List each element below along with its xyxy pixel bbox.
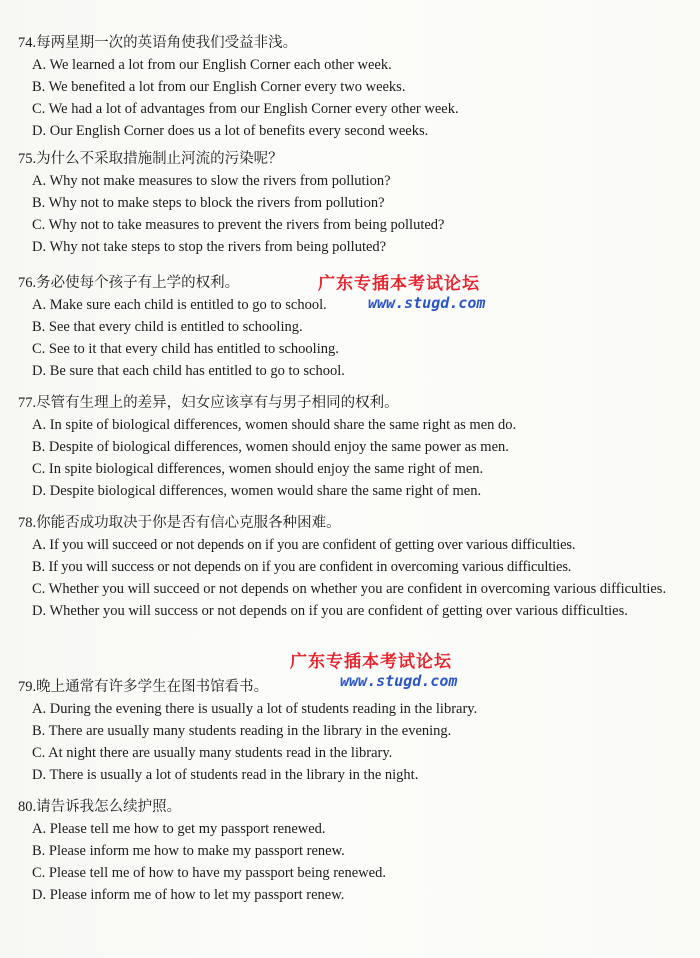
watermark-title: 广东专插本考试论坛 — [318, 274, 480, 294]
option-c: C. See to it that every child has entitled to schooling. — [32, 341, 339, 357]
option-d: D. Our English Corner does us a lot of benefits every second weeks. — [32, 123, 429, 139]
question-number: 76. — [18, 275, 37, 291]
option-b: B. We benefited a lot from our English Corner every two weeks. — [32, 79, 406, 95]
question-prompt: 你能否成功取决于你是否有信心克服各种困难。 — [36, 515, 341, 531]
option-b: B. If you will success or not depends on if you are confident in overcoming various difficulties. — [32, 559, 572, 575]
option-a: A. Why not make measures to slow the rivers from pollution? — [32, 173, 391, 189]
question-75 — [18, 148, 678, 258]
forum-watermark — [318, 274, 485, 312]
question-title — [18, 512, 678, 534]
question-title — [18, 796, 678, 818]
question-prompt: 尽管有生理上的差异，妇女应该享有与男子相同的权利。 — [36, 395, 399, 411]
option-b: B. Why not to make steps to block the rivers from pollution? — [32, 195, 385, 211]
option-d: D. Despite biological differences, women would share the same right of men. — [32, 483, 482, 499]
question-number: 78. — [18, 515, 37, 531]
question-number: 77. — [18, 395, 37, 411]
option-b: B. See that every child is entitled to schooling. — [32, 319, 303, 335]
question-77 — [18, 392, 678, 502]
option-d: D. Why not take steps to stop the rivers from being polluted? — [32, 239, 387, 255]
watermark-url: www.stugd.com — [340, 672, 458, 690]
question-number: 79. — [18, 679, 37, 695]
question-prompt: 每两星期一次的英语角使我们受益非浅。 — [36, 35, 298, 51]
question-prompt: 为什么不采取措施制止河流的污染呢？ — [36, 151, 283, 167]
option-c: C. Whether you will succeed or not depends on whether you are confident in overcoming various difficulties. — [32, 581, 667, 597]
option-d: D. Please inform me of how to let my passport renew. — [32, 887, 345, 903]
option-b: B. Please inform me how to make my passport renew. — [32, 843, 345, 859]
option-c: C. At night there are usually many students read in the library. — [32, 745, 393, 761]
question-number: 75. — [18, 151, 37, 167]
option-d: D. Be sure that each child has entitled to go to school. — [32, 363, 345, 379]
question-80 — [18, 796, 678, 906]
question-79 — [18, 676, 678, 786]
question-prompt: 请告诉我怎么续护照。 — [36, 799, 182, 815]
option-c: C. In spite biological differences, women should enjoy the same right of men. — [32, 461, 484, 477]
option-a: A. In spite of biological differences, women should share the same right as men do. — [32, 417, 517, 433]
option-a: A. We learned a lot from our English Corner each other week. — [32, 57, 392, 73]
option-b: B. Despite of biological differences, women should enjoy the same power as men. — [32, 439, 509, 455]
watermark-url: www.stugd.com — [368, 294, 486, 312]
question-prompt: 晚上通常有许多学生在图书馆看书。 — [36, 679, 269, 695]
question-74 — [18, 32, 678, 142]
question-title — [18, 392, 678, 414]
question-prompt: 务必使每个孩子有上学的权利。 — [36, 275, 240, 291]
option-b: B. There are usually many students reading in the library in the evening. — [32, 723, 452, 739]
option-d: D. There is usually a lot of students read in the library in the night. — [32, 767, 419, 783]
option-c: C. Please tell me of how to have my passport being renewed. — [32, 865, 386, 881]
option-c: C. We had a lot of advantages from our English Corner every other week. — [32, 101, 459, 117]
question-number: 80. — [18, 799, 37, 815]
option-a: A. During the evening there is usually a lot of students reading in the library. — [32, 701, 478, 717]
option-a: A. Make sure each child is entitled to go to school. — [32, 297, 327, 313]
question-78 — [18, 512, 678, 622]
option-d: D. Whether you will success or not depends on if you are confident of getting over various difficulties. — [32, 603, 628, 619]
option-a: A. Please tell me how to get my passport renewed. — [32, 821, 326, 837]
forum-watermark — [290, 652, 457, 690]
question-title — [18, 32, 678, 54]
question-title — [18, 148, 678, 170]
watermark-title: 广东专插本考试论坛 — [290, 652, 452, 672]
question-number: 74. — [18, 35, 37, 51]
option-a: A. If you will succeed or not depends on if you are confident of getting over various difficulties. — [32, 537, 576, 553]
option-c: C. Why not to take measures to prevent the rivers from being polluted? — [32, 217, 445, 233]
